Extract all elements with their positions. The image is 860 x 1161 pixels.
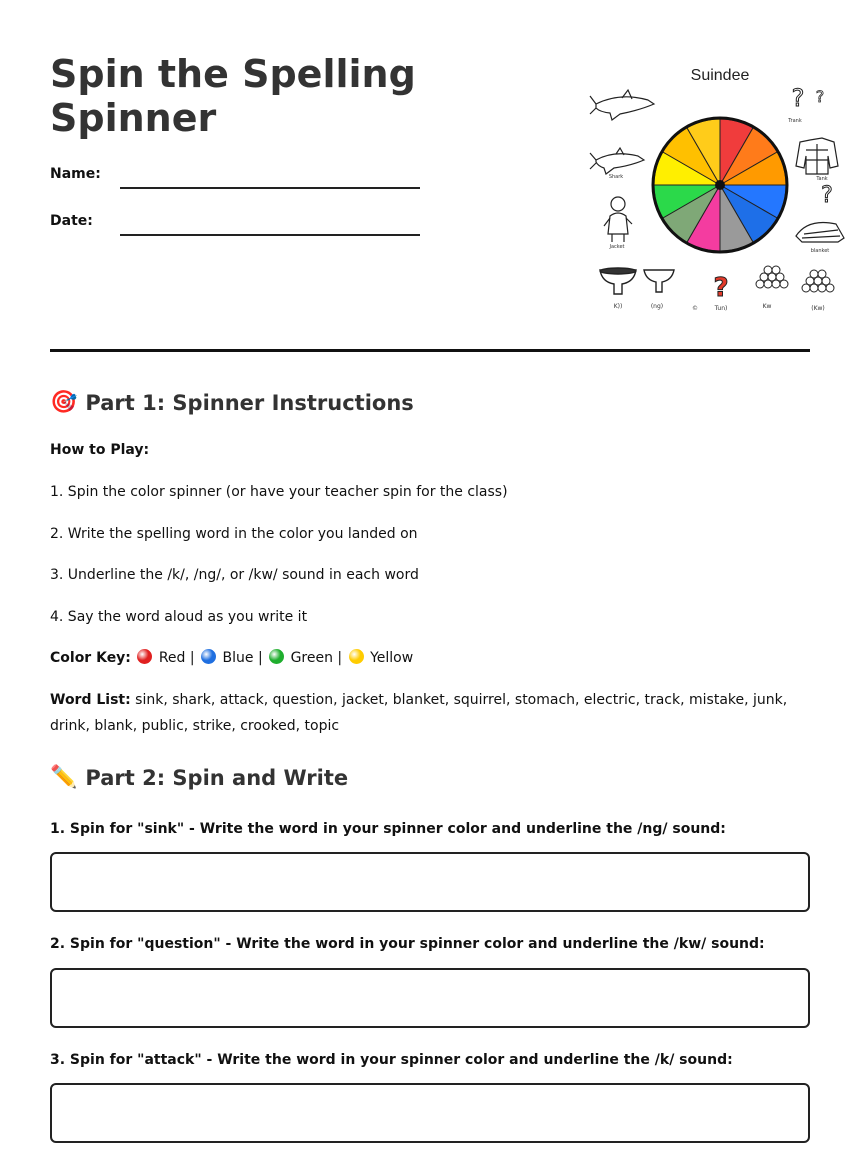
date-label: Date: — [50, 213, 93, 229]
color-key: Color Key: Red | Blue | Green | Yellow — [50, 650, 414, 666]
bowl-icon — [644, 270, 674, 292]
question-prompt: 1. Spin for "sink" - Write the word in your spinner color and underline the /ng/ sound: — [50, 821, 726, 837]
shark-icon — [590, 148, 644, 174]
part2-heading — [50, 765, 348, 790]
pile-icon — [756, 266, 788, 288]
answer-input-3[interactable] — [50, 1083, 810, 1143]
how-to-play-label: How to Play: — [50, 442, 150, 458]
figure-label: Shark — [608, 174, 624, 180]
copyright-text: © — [692, 305, 698, 312]
name-label: Name: — [50, 166, 101, 182]
answer-input-2[interactable] — [50, 968, 810, 1028]
part2-heading-text: Part 2: Spin and Write — [85, 765, 349, 790]
figure-label: Jacket — [609, 244, 625, 250]
spinner-center-icon — [715, 180, 725, 190]
figure-label: (Kw) — [811, 305, 825, 312]
bowl-icon — [600, 268, 636, 294]
color-key-item: Yellow — [370, 650, 414, 666]
color-key-item: Red — [158, 650, 186, 666]
blanket-icon — [796, 223, 844, 243]
shark-icon — [590, 90, 654, 120]
green-dot-icon — [269, 649, 284, 664]
question-mark-icon: ? — [713, 273, 729, 303]
color-key-item: Green — [290, 650, 333, 666]
question-prompt: 3. Spin for "attack" - Write the word in your spinner color and underline the /k/ sound: — [50, 1052, 733, 1068]
header-divider — [50, 349, 810, 352]
figure-caption: Suindee — [690, 67, 750, 84]
blue-dot-icon — [201, 649, 216, 664]
part1-heading-text: Part 1: Spinner Instructions — [85, 390, 414, 415]
color-key-label: Color Key: — [50, 650, 131, 666]
color-key-item: Blue — [222, 650, 254, 666]
jacket-icon — [796, 138, 838, 174]
date-line[interactable] — [120, 234, 420, 236]
figure-label: Kw — [762, 303, 772, 310]
word-list-text: sink, shark, attack, question, jacket, blanket, squirrel, stomach, electric, track, mistake, junk, drink, blank, public, strike, crooked, topic — [50, 692, 788, 734]
spinner-illustration — [540, 58, 833, 328]
red-dot-icon — [137, 649, 152, 664]
instruction-step: 4. Say the word aloud as you write it — [50, 609, 308, 625]
instruction-step: 2. Write the spelling word in the color you landed on — [50, 526, 418, 542]
figure-label: Trank — [788, 118, 802, 124]
instruction-step: 1. Spin the color spinner (or have your teacher spin for the class) — [50, 484, 508, 500]
question-mark-icon: ? — [791, 84, 805, 112]
figure-label: K)) — [613, 303, 623, 310]
page-title: Spin the Spelling Spinner — [50, 52, 416, 140]
question-mark-icon: ? — [821, 183, 833, 208]
instruction-step: 3. Underline the /k/, /ng/, or /kw/ sound in each word — [50, 567, 419, 583]
answer-input-1[interactable] — [50, 852, 810, 912]
pencil-icon: ✏️ — [50, 765, 78, 790]
part1-heading — [50, 390, 414, 415]
figure-label: blanket — [810, 248, 830, 254]
word-list-label: Word List: — [50, 692, 131, 708]
yellow-dot-icon — [349, 649, 364, 664]
target-icon: 🎯 — [50, 390, 78, 415]
pile-icon — [802, 270, 834, 292]
question-prompt: 2. Spin for "question" - Write the word in your spinner color and underline the /kw/ sound: — [50, 936, 765, 952]
word-list — [50, 687, 810, 739]
figure-label: (ng) — [650, 303, 664, 310]
figure-label: Tank — [816, 176, 828, 182]
spinner-illustration-svg — [540, 58, 833, 328]
name-line[interactable] — [120, 187, 420, 189]
figure-label: Tun) — [714, 305, 728, 312]
person-icon — [604, 197, 632, 242]
question-mark-icon: ? — [815, 87, 825, 106]
